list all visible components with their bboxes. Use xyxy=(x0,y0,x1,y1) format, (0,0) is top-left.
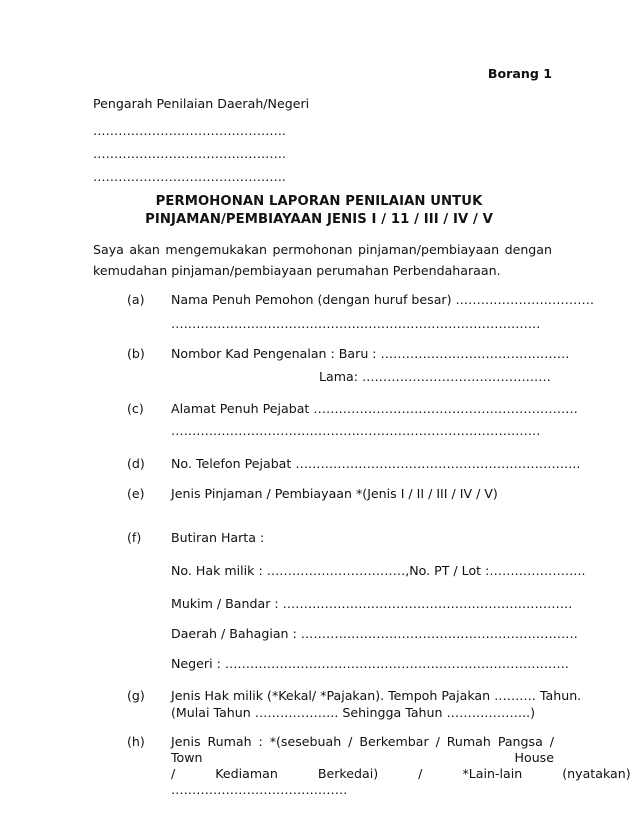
item-g-tenure-period: (Mulai Tahun ……………….. Sehingga Tahun ………………..) xyxy=(171,705,535,720)
item-f-title-no: No. Hak milik : ……………………………,No. PT / Lot :………………….. xyxy=(171,563,586,578)
item-h-house-type-line-1: Jenis Rumah : *(sesebuah / Berkembar / Rumah Pangsa / Town House xyxy=(171,734,554,765)
item-f-daerah: Daerah / Bahagian : ………………………………………………………… xyxy=(171,626,578,641)
addressee-blank-3: ………………………………………. xyxy=(93,169,286,184)
addressee-blank-2: ………………………………………. xyxy=(93,146,286,161)
form-title-line-2: PINJAMAN/PEMBIAYAAN JENIS I / 11 / III / IV / V xyxy=(145,212,493,227)
item-h-house-type-line-3: …………………………………… xyxy=(171,782,348,797)
addressee-title: Pengarah Penilaian Daerah/Negeri xyxy=(93,96,310,111)
item-b-ic-old: Lama: ……………………………………… xyxy=(319,369,551,384)
item-a-full-name-continued: ……………………………………………………………………………. xyxy=(171,316,541,331)
addressee-blank-1: ………………………………………. xyxy=(93,123,286,138)
item-h-house-type xyxy=(171,734,631,798)
item-g-tenure: Jenis Hak milik (*Kekal/ *Pajakan). Tempoh Pajakan ………. Tahun. xyxy=(171,688,582,703)
item-b-label: (b) xyxy=(127,346,145,361)
form-number: Borang 1 xyxy=(487,66,552,81)
item-c-office-address: Alamat Penuh Pejabat ……………………………………………………… xyxy=(171,401,578,416)
item-c-label: (c) xyxy=(127,401,144,416)
item-a-label: (a) xyxy=(127,292,145,307)
item-d-office-phone: No. Telefon Pejabat ………………………………………………………….. xyxy=(171,456,581,471)
form-title-line-1: PERMOHONAN LAPORAN PENILAIAN UNTUK xyxy=(155,194,483,209)
item-a-full-name: Nama Penuh Pemohon (dengan huruf besar) …………………………… xyxy=(171,292,595,307)
item-g-label: (g) xyxy=(127,688,145,703)
item-d-label: (d) xyxy=(127,456,145,471)
intro-paragraph: Saya akan mengemukakan permohonan pinjaman/pembiayaan dengan kemudahan pinjaman/pembiayaan perumahan Perbendaharaan. xyxy=(93,242,552,278)
item-e-loan-type: Jenis Pinjaman / Pembiayaan *(Jenis I / II / III / IV / V) xyxy=(171,486,498,501)
item-f-negeri: Negeri : ………………………………………………………………………. xyxy=(171,656,569,671)
item-e-label: (e) xyxy=(127,486,145,501)
item-b-ic-new: Nombor Kad Pengenalan : Baru : ……………………………………… xyxy=(171,346,570,361)
item-f-property-details: Butiran Harta : xyxy=(171,530,265,545)
item-c-office-address-continued: ……………………………………………………………………………. xyxy=(171,423,541,438)
item-f-mukim: Mukim / Bandar : …………………………………………………………… xyxy=(171,596,573,611)
item-h-house-type-line-2: / Kediaman Berkedai) / *Lain-lain (nyatakan) xyxy=(171,766,631,781)
item-f-label: (f) xyxy=(127,530,142,545)
item-h-label: (h) xyxy=(127,734,145,749)
